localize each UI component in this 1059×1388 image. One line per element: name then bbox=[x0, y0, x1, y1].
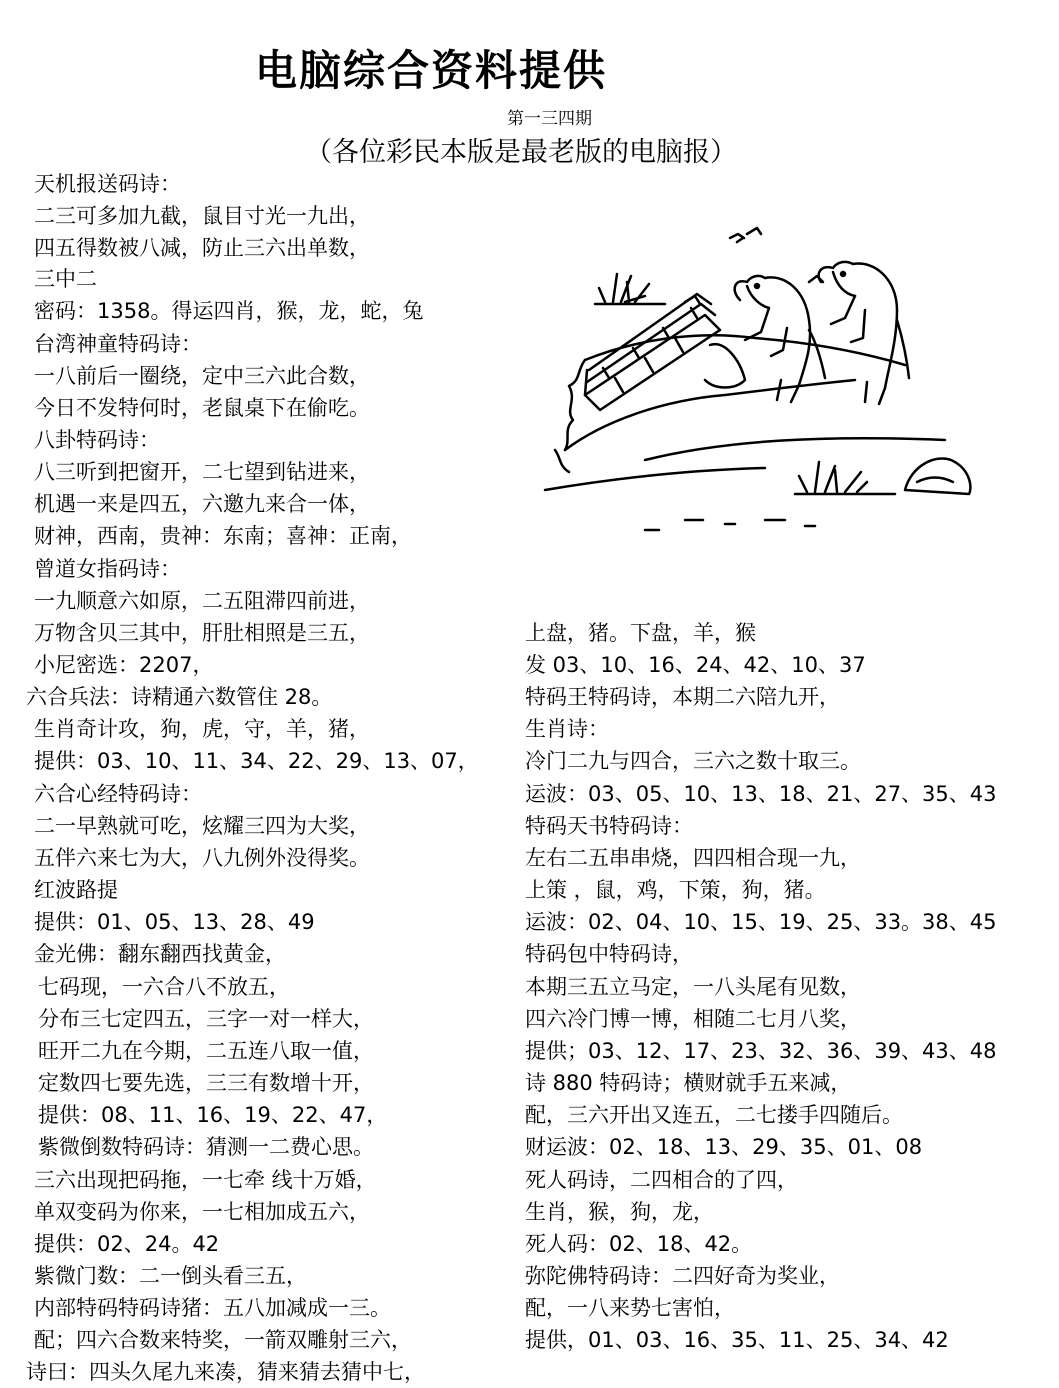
text-line: 生肖，猴，狗，龙， bbox=[525, 1200, 714, 1224]
text-line: 金光佛：翻东翻西找黄金， bbox=[34, 942, 286, 966]
text-line: 红波路提 bbox=[34, 878, 118, 902]
text-line: 死人码：02、18、42。 bbox=[525, 1232, 753, 1256]
text-line: 台湾神童特码诗： bbox=[34, 332, 202, 356]
text-line: 万物含贝三其中，肝肚相照是三五， bbox=[34, 621, 370, 645]
text-line: 配，一八来势七害怕， bbox=[525, 1296, 735, 1320]
text-line: 运波：02、04、10、15、19、25、33。38、45 bbox=[525, 910, 997, 934]
text-line: 二三可多加九截，鼠目寸光一九出， bbox=[34, 204, 370, 228]
text-line: 发 03、10、16、24、42、10、37 bbox=[525, 653, 866, 677]
text-line: 提供，01、03、16、35、11、25、34、42 bbox=[525, 1328, 949, 1352]
page-title: 电脑综合资料提供 bbox=[255, 46, 608, 95]
text-line: 提供：03、10、11、34、22、29、13、07， bbox=[34, 749, 479, 773]
text-line: 配；四六合数来特奖，一箭双雕射三六， bbox=[34, 1328, 412, 1352]
text-line: 内部特码特码诗猪：五八加减成一三。 bbox=[34, 1296, 391, 1320]
text-line: 六合兵法：诗精通六数管住 28。 bbox=[26, 685, 333, 709]
text-line: 单双变码为你来，一七相加成五六， bbox=[34, 1200, 370, 1224]
text-line: 本期三五立马定，一八头尾有见数， bbox=[525, 975, 861, 999]
text-line: 密码：1358。得运四肖，猴，龙，蛇，兔 bbox=[34, 299, 424, 323]
elephants-illustration bbox=[525, 190, 1005, 610]
text-line: 提供：08、11、16、19、22、47， bbox=[38, 1103, 388, 1127]
text-line: 二一早熟就可吃，炫耀三四为大奖， bbox=[34, 814, 370, 838]
text-line: 四五得数被八减，防止三六出单数， bbox=[34, 236, 370, 260]
text-line: 四六冷门博一博，相随二七月八奖， bbox=[525, 1007, 861, 1031]
text-line: 配，三六开出又连五，二七搂手四随后。 bbox=[525, 1103, 903, 1127]
text-line: 财运波：02、18、13、29、35、01、08 bbox=[525, 1135, 923, 1159]
text-line: 紫微倒数特码诗：猜测一二费心思。 bbox=[38, 1135, 374, 1159]
text-line: 诗曰：四头久尾九来凑，猜来猜去猜中七， bbox=[26, 1360, 425, 1384]
text-line: 提供；03、12、17、23、32、36、39、43、48 bbox=[525, 1039, 997, 1063]
text-line: 曾道女指码诗： bbox=[34, 557, 181, 581]
page-subtitle: （各位彩民本版是最老版的电脑报） bbox=[305, 137, 737, 168]
text-line: 小尼密选：2207， bbox=[34, 653, 214, 677]
text-line: 弥陀佛特码诗：二四好奇为奖业， bbox=[525, 1264, 840, 1288]
text-line: 运波：03、05、10、13、18、21、27、35、43 bbox=[525, 782, 997, 806]
text-line: 分布三七定四五，三字一对一样大， bbox=[38, 1007, 374, 1031]
text-line: 提供：01、05、13、28、49 bbox=[34, 910, 315, 934]
text-line: 提供：02、24。42 bbox=[34, 1232, 220, 1256]
text-line: 一八前后一圈绕，定中三六此合数， bbox=[34, 364, 370, 388]
text-line: 五伴六来七为大，八九例外没得奖。 bbox=[34, 846, 370, 870]
text-line: 机遇一来是四五，六邀九来合一体， bbox=[34, 492, 370, 516]
text-line: 今日不发特何时，老鼠桌下在偷吃。 bbox=[34, 396, 370, 420]
text-line: 诗 880 特码诗；横财就手五来减， bbox=[525, 1071, 852, 1095]
text-line: 定数四七要先选，三三有数增十开， bbox=[38, 1071, 374, 1095]
text-line: 三中二 bbox=[34, 267, 97, 291]
text-line: 生肖诗： bbox=[525, 717, 609, 741]
text-line: 八卦特码诗： bbox=[34, 428, 160, 452]
text-line: 财神，西南，贵神：东南；喜神：正南， bbox=[34, 524, 412, 548]
text-line: 八三听到把窗开，二七望到钻进来， bbox=[34, 460, 370, 484]
text-line: 旺开二九在今期，二五连八取一值， bbox=[38, 1039, 374, 1063]
issue-number: 第一三四期 bbox=[507, 109, 592, 129]
text-line: 生肖奇计攻，狗，虎，守，羊，猪， bbox=[34, 717, 370, 741]
text-line: 特码包中特码诗， bbox=[525, 942, 693, 966]
text-line: 上策 ，鼠，鸡，下策，狗，猪。 bbox=[525, 878, 826, 902]
text-line: 上盘，猪。下盘，羊，猴 bbox=[525, 621, 756, 645]
text-line: 紫微门数：二一倒头看三五， bbox=[34, 1264, 307, 1288]
text-line: 冷门二九与四合，三六之数十取三。 bbox=[525, 749, 861, 773]
text-line: 左右二五串串烧，四四相合现一九， bbox=[525, 846, 861, 870]
text-line: 七码现，一六合八不放五， bbox=[38, 975, 290, 999]
text-line: 特码王特码诗，本期二六陪九开， bbox=[525, 685, 840, 709]
text-line: 一九顺意六如原，二五阻滞四前进， bbox=[34, 589, 370, 613]
text-line: 特码天书特码诗： bbox=[525, 814, 693, 838]
text-line: 三六出现把码拖，一七牵 线十万婚， bbox=[34, 1168, 377, 1192]
text-line: 天机报送码诗： bbox=[34, 172, 181, 196]
text-line: 死人码诗，二四相合的了四， bbox=[525, 1168, 798, 1192]
text-line: 六合心经特码诗： bbox=[34, 782, 202, 806]
